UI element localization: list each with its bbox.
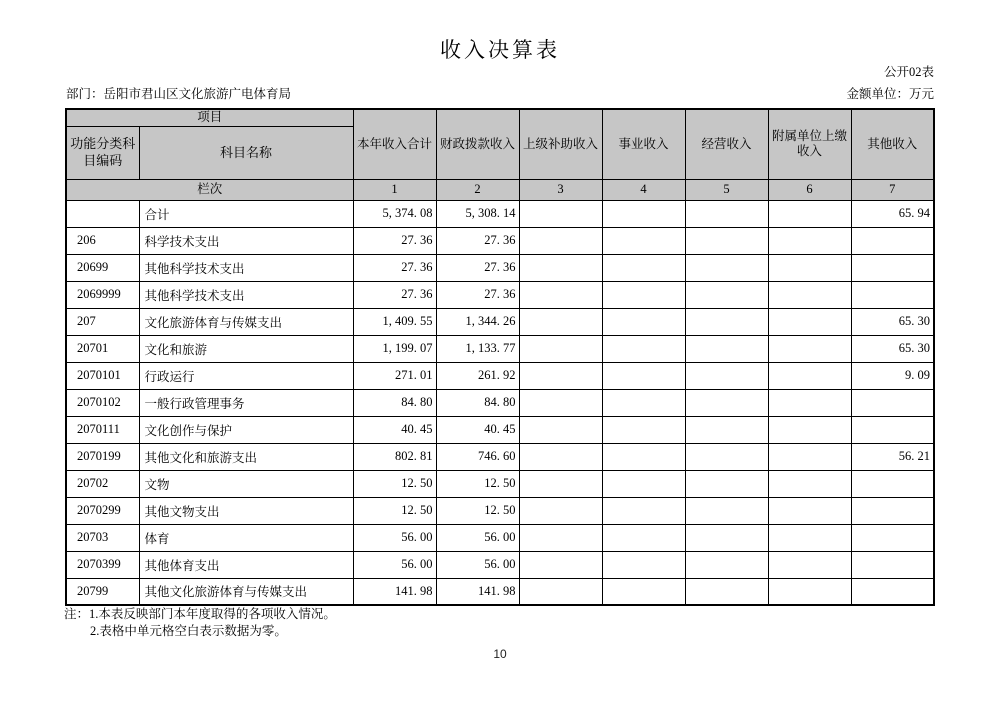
cell-value (602, 470, 685, 497)
cell-value (768, 497, 851, 524)
cell-subject-code: 20702 (66, 470, 139, 497)
header-name-column: 科目名称 (139, 126, 353, 179)
cell-value (851, 254, 934, 281)
cell-value (685, 497, 768, 524)
cell-value: 5, 374. 08 (353, 200, 436, 227)
footnote-2: 2.表格中单元格空白表示数据为零。 (90, 623, 287, 638)
cell-value: 746. 60 (436, 443, 519, 470)
cell-value (768, 551, 851, 578)
cell-subject-name: 文化旅游体育与传媒支出 (139, 308, 353, 335)
department-label: 部门：岳阳市君山区文化旅游广电体育局 (66, 87, 292, 101)
cell-value (602, 254, 685, 281)
cell-value (851, 416, 934, 443)
cell-value (768, 389, 851, 416)
cell-value: 12. 50 (436, 470, 519, 497)
cell-value (602, 578, 685, 605)
cell-value (602, 308, 685, 335)
cell-subject-code: 20703 (66, 524, 139, 551)
cell-value: 802. 81 (353, 443, 436, 470)
cell-value (851, 389, 934, 416)
cell-value (519, 416, 602, 443)
cell-value: 56. 00 (436, 524, 519, 551)
table-row (66, 200, 934, 227)
cell-value: 27. 36 (436, 227, 519, 254)
cell-subject-name: 其他文化旅游体育与传媒支出 (139, 578, 353, 605)
cell-subject-name: 合计 (139, 200, 353, 227)
cell-value: 141. 98 (353, 578, 436, 605)
cell-value (519, 524, 602, 551)
cell-subject-code: 2070102 (66, 389, 139, 416)
cell-value: 261. 92 (436, 362, 519, 389)
cell-subject-code: 207 (66, 308, 139, 335)
header-col-affiliated-units: 附属单位上缴收入 (768, 109, 851, 179)
table-row (66, 308, 934, 335)
cell-value: 1, 409. 55 (353, 308, 436, 335)
cell-value (685, 254, 768, 281)
cell-value (602, 281, 685, 308)
cell-subject-name: 文物 (139, 470, 353, 497)
cell-value: 65. 94 (851, 200, 934, 227)
cell-value (519, 578, 602, 605)
cell-value: 56. 00 (436, 551, 519, 578)
cell-value: 27. 36 (353, 254, 436, 281)
table-row (66, 524, 934, 551)
header-code-column: 功能分类科目编码 (66, 126, 139, 179)
table-row (66, 227, 934, 254)
cell-value (768, 227, 851, 254)
cell-value: 40. 45 (436, 416, 519, 443)
cell-value: 27. 36 (353, 281, 436, 308)
cell-value: 84. 80 (436, 389, 519, 416)
header-col-index-6: 6 (768, 179, 851, 200)
cell-value (768, 362, 851, 389)
cell-value: 56. 00 (353, 551, 436, 578)
unit-label: 金额单位：万元 (846, 87, 934, 101)
cell-subject-name: 行政运行 (139, 362, 353, 389)
cell-subject-code: 206 (66, 227, 139, 254)
cell-value (685, 200, 768, 227)
header-project-group: 项目 (66, 109, 353, 126)
cell-value: 1, 133. 77 (436, 335, 519, 362)
cell-value (519, 443, 602, 470)
header-col-index-2: 2 (436, 179, 519, 200)
cell-value (685, 389, 768, 416)
cell-value (768, 443, 851, 470)
cell-value (685, 443, 768, 470)
cell-value (685, 362, 768, 389)
cell-value (519, 551, 602, 578)
cell-value (768, 335, 851, 362)
cell-subject-code: 20799 (66, 578, 139, 605)
form-code-label: 公开02表 (883, 65, 934, 79)
cell-value: 271. 01 (353, 362, 436, 389)
cell-value: 12. 50 (353, 497, 436, 524)
footnotes (64, 606, 336, 640)
header-col-superior-subsidy: 上级补助收入 (519, 109, 602, 179)
cell-value (602, 200, 685, 227)
cell-value (851, 524, 934, 551)
cell-value (768, 578, 851, 605)
cell-value: 1, 344. 26 (436, 308, 519, 335)
cell-value (519, 470, 602, 497)
cell-value: 12. 50 (353, 470, 436, 497)
header-col-index-5: 5 (685, 179, 768, 200)
cell-value (519, 497, 602, 524)
header-col-other-income: 其他收入 (851, 109, 934, 179)
footnote-1: 注：1.本表反映部门本年度取得的各项收入情况。 (64, 607, 336, 621)
cell-subject-code: 2070399 (66, 551, 139, 578)
cell-value (685, 227, 768, 254)
cell-value: 27. 36 (353, 227, 436, 254)
cell-value (768, 470, 851, 497)
cell-value: 27. 36 (436, 254, 519, 281)
table-row (66, 443, 934, 470)
cell-subject-name: 一般行政管理事务 (139, 389, 353, 416)
table-row (66, 416, 934, 443)
cell-value (602, 524, 685, 551)
cell-value (602, 443, 685, 470)
cell-value (519, 362, 602, 389)
table-row (66, 362, 934, 389)
cell-value (768, 416, 851, 443)
cell-value (685, 551, 768, 578)
cell-value: 141. 98 (436, 578, 519, 605)
cell-value (602, 389, 685, 416)
cell-subject-name: 体育 (139, 524, 353, 551)
cell-value (685, 308, 768, 335)
cell-value (768, 308, 851, 335)
table-row (66, 551, 934, 578)
cell-value (519, 227, 602, 254)
cell-value (519, 200, 602, 227)
cell-value (602, 227, 685, 254)
cell-value: 12. 50 (436, 497, 519, 524)
cell-value (519, 254, 602, 281)
cell-value (685, 281, 768, 308)
cell-value (602, 551, 685, 578)
header-col-business-income: 事业收入 (602, 109, 685, 179)
page-title: 收入决算表 (440, 38, 560, 62)
cell-subject-name: 其他文化和旅游支出 (139, 443, 353, 470)
cell-value (768, 254, 851, 281)
header-row-index-label: 栏次 (66, 179, 353, 200)
cell-subject-code: 20701 (66, 335, 139, 362)
cell-subject-code: 2069999 (66, 281, 139, 308)
header-row-index (66, 179, 934, 200)
cell-value: 56. 00 (353, 524, 436, 551)
page-number: 10 (493, 647, 507, 661)
cell-subject-name: 文化创作与保护 (139, 416, 353, 443)
cell-value (602, 335, 685, 362)
cell-value (851, 578, 934, 605)
cell-subject-name: 其他体育支出 (139, 551, 353, 578)
cell-value: 65. 30 (851, 335, 934, 362)
cell-value (685, 470, 768, 497)
cell-subject-code: 2070111 (66, 416, 139, 443)
header-col-operating-income: 经营收入 (685, 109, 768, 179)
table-row (66, 497, 934, 524)
cell-subject-name: 其他文物支出 (139, 497, 353, 524)
cell-value (685, 335, 768, 362)
cell-subject-code (66, 200, 139, 227)
cell-value (519, 389, 602, 416)
meta-row (66, 84, 934, 102)
cell-value (768, 524, 851, 551)
header-row-project (66, 109, 934, 126)
header-col-index-1: 1 (353, 179, 436, 200)
cell-value (602, 362, 685, 389)
header-col-index-3: 3 (519, 179, 602, 200)
cell-subject-code: 20699 (66, 254, 139, 281)
cell-value (685, 524, 768, 551)
cell-value (768, 281, 851, 308)
table-row (66, 578, 934, 605)
cell-value (602, 416, 685, 443)
cell-value (685, 416, 768, 443)
cell-subject-name: 文化和旅游 (139, 335, 353, 362)
cell-value (851, 497, 934, 524)
cell-value (519, 335, 602, 362)
cell-value: 9. 09 (851, 362, 934, 389)
table-row (66, 389, 934, 416)
cell-value (685, 578, 768, 605)
cell-subject-code: 2070199 (66, 443, 139, 470)
table-row (66, 281, 934, 308)
cell-subject-name: 其他科学技术支出 (139, 254, 353, 281)
cell-value (851, 470, 934, 497)
cell-value (519, 308, 602, 335)
cell-subject-code: 2070101 (66, 362, 139, 389)
cell-value (519, 281, 602, 308)
table-row (66, 335, 934, 362)
cell-value (851, 281, 934, 308)
cell-subject-name: 其他科学技术支出 (139, 281, 353, 308)
header-col-fiscal-appropriation: 财政拨款收入 (436, 109, 519, 179)
header-col-index-7: 7 (851, 179, 934, 200)
cell-subject-code: 2070299 (66, 497, 139, 524)
cell-value: 1, 199. 07 (353, 335, 436, 362)
cell-value: 40. 45 (353, 416, 436, 443)
header-col-total-income: 本年收入合计 (353, 109, 436, 179)
table-row (66, 254, 934, 281)
cell-subject-name: 科学技术支出 (139, 227, 353, 254)
cell-value: 5, 308. 14 (436, 200, 519, 227)
header-col-index-4: 4 (602, 179, 685, 200)
table-row (66, 470, 934, 497)
cell-value (851, 551, 934, 578)
cell-value: 65. 30 (851, 308, 934, 335)
cell-value (851, 227, 934, 254)
cell-value: 56. 21 (851, 443, 934, 470)
cell-value: 27. 36 (436, 281, 519, 308)
cell-value (602, 497, 685, 524)
revenue-table (65, 108, 935, 606)
cell-value: 84. 80 (353, 389, 436, 416)
cell-value (768, 200, 851, 227)
